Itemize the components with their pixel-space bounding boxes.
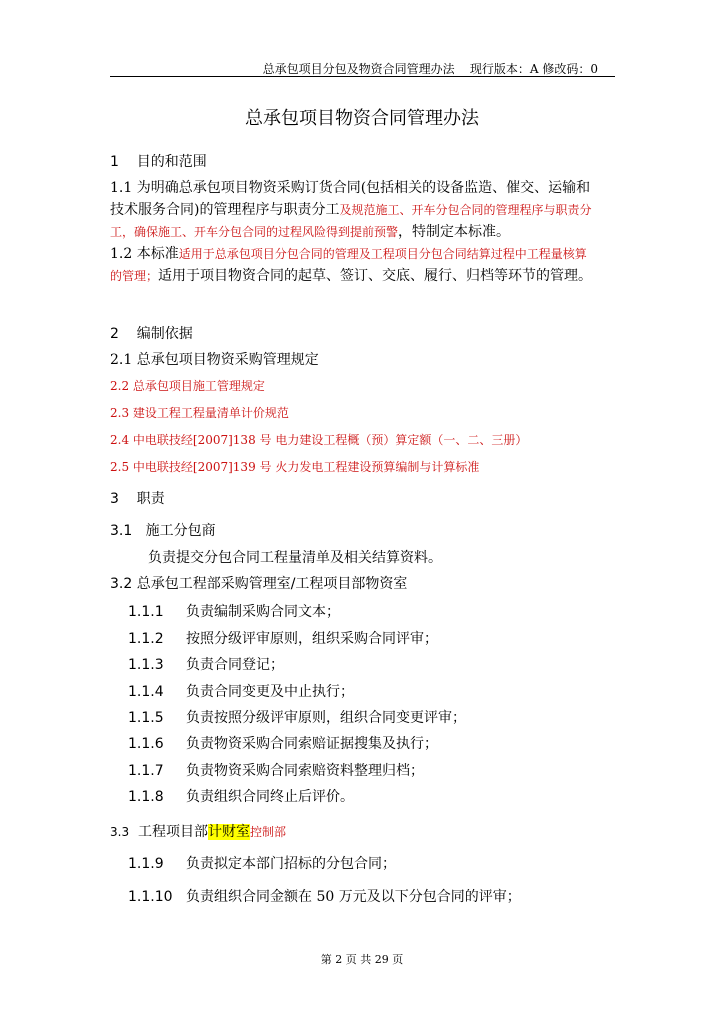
revision-text: 及规范施工、开车分包合同的管理程序与职责分 [339, 203, 592, 217]
section-title: 施工分包商 [145, 523, 216, 539]
revision-text: 适用于总承包项目分包合同的管理及工程项目分包合同结算过程中工程量核算 [178, 247, 587, 261]
item-number: 1.1.4 [128, 684, 164, 700]
item-number: 1.1.3 [128, 657, 164, 673]
item-number: 1.1.9 [128, 856, 164, 872]
text-run: ，特制定本标准。 [398, 224, 511, 240]
text-run: 技术服务合同)的管理程序与职责分工 [110, 202, 340, 218]
item-text: 负责物资采购合同索赔资料整理归档； [186, 763, 424, 779]
reference-2-1: 2.1 总承包项目物资采购管理规定 [110, 352, 319, 368]
revision-text: 的管理； [110, 269, 159, 283]
item-text: 负责组织合同终止后评价。 [186, 789, 354, 805]
list-item [128, 601, 340, 621]
section-title: 目的和范围 [136, 154, 207, 170]
item-number: 1.1.7 [128, 763, 164, 779]
section-number: 2 [110, 326, 119, 342]
list-item [128, 733, 438, 753]
header-version: 现行版本：A 修改码：0 [469, 62, 598, 76]
revision-text: 控制部 [250, 825, 287, 839]
list-item [128, 628, 438, 648]
item-text: 负责合同登记； [186, 657, 284, 673]
paragraph-1-1-line-1: 1.1 为明确总承包项目物资采购订货合同(包括相关的设备监造、催交、运输和 [110, 180, 591, 196]
text-run: 适用于项目物资合同的起草、签订、交底、履行、归档等环节的管理。 [158, 268, 593, 284]
list-item [128, 654, 284, 674]
item-text: 负责物资采购合同索赔证据搜集及执行； [186, 736, 438, 752]
list-item [128, 681, 354, 701]
list-item [128, 886, 521, 906]
paragraph-1-1-line-3 [110, 221, 510, 241]
item-text: 负责编制采购合同文本； [186, 604, 340, 620]
revision-text: 工，确保施工、开车分包合同的过程风险得到提前预警 [110, 225, 399, 239]
item-text: 按照分级评审原则，组织采购合同评审； [186, 631, 438, 647]
list-item [128, 786, 354, 806]
item-text: 负责组织合同金额在 50 万元及以下分包合同的评审； [186, 889, 521, 905]
item-number: 1.1.8 [128, 789, 164, 805]
reference-2-2: 2.2 总承包项目施工管理规定 [110, 379, 265, 393]
section-3-heading [110, 488, 165, 508]
item-number: 1.1.1 [128, 604, 164, 620]
section-2-heading [110, 323, 193, 343]
paragraph-1-2-line-2 [110, 265, 592, 285]
section-1-heading [110, 151, 207, 171]
reference-2-3: 2.3 建设工程工程量清单计价规范 [110, 406, 289, 420]
section-number: 3.1 [110, 523, 133, 539]
paragraph-1-1-line-2 [110, 199, 591, 219]
section-number: 1 [110, 154, 119, 170]
subsection-3-2-heading: 3.2 总承包工程部采购管理室/工程项目部物资室 [110, 576, 408, 592]
item-number: 1.1.6 [128, 736, 164, 752]
item-text: 负责拟定本部门招标的分包合同； [186, 856, 396, 872]
section-number: 3 [110, 491, 119, 507]
section-title: 职责 [136, 491, 165, 507]
list-item [128, 760, 424, 780]
section-number: 3.3 [110, 825, 130, 839]
header-rule [110, 76, 615, 77]
item-text: 负责按照分级评审原则，组织合同变更评审； [186, 710, 466, 726]
page-header [263, 60, 598, 77]
subsection-3-3-heading [110, 821, 286, 841]
paragraph-1-2-line-1 [110, 243, 587, 263]
list-item [128, 853, 396, 873]
header-title: 总承包项目分包及物资合同管理办法 [262, 62, 455, 76]
item-number: 1.1.5 [128, 710, 164, 726]
item-text: 负责合同变更及中止执行； [186, 684, 354, 700]
highlighted-text: 计财室 [208, 824, 250, 840]
reference-2-4: 2.4 中电联技经[2007]138 号 电力建设工程概（预）算定额（一、二、三册） [110, 433, 528, 447]
reference-2-5: 2.5 中电联技经[2007]139 号 火力发电工程建设预算编制与计算标准 [110, 460, 480, 474]
item-number: 1.1.10 [128, 889, 173, 905]
item-number: 1.1.2 [128, 631, 164, 647]
section-title: 编制依据 [136, 326, 193, 342]
document-title: 总承包项目物资合同管理办法 [245, 108, 479, 129]
subsection-3-1-heading [110, 520, 216, 540]
list-item [128, 707, 466, 727]
section-title: 工程项目部 [138, 824, 208, 840]
page-footer: 第 2 页 共 29 页 [320, 953, 404, 966]
text-run: 1.2 本标准 [110, 246, 179, 262]
subsection-3-1-text: 负责提交分包合同工程量清单及相关结算资料。 [148, 550, 442, 566]
